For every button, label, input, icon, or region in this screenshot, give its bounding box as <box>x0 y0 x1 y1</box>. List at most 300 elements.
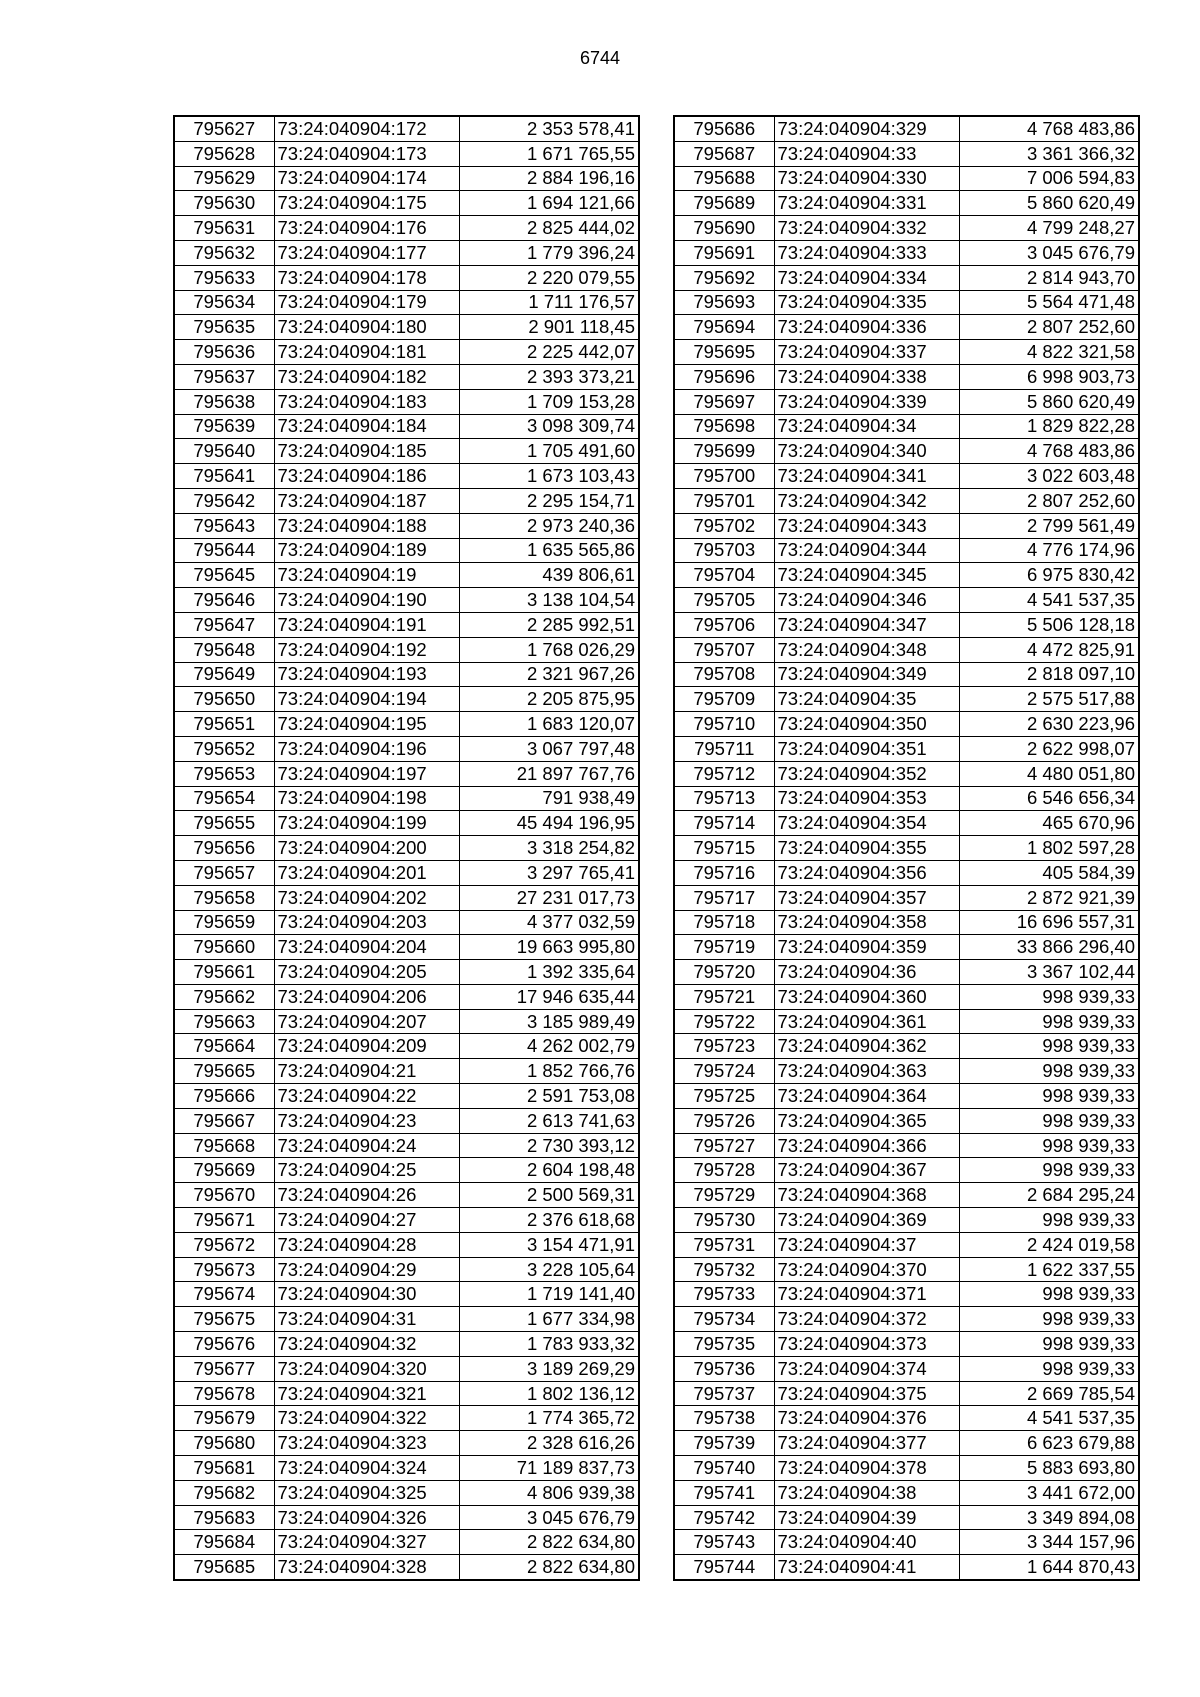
record-number-cell: 795741 <box>674 1480 774 1505</box>
cadastral-number-cell: 73:24:040904:37 <box>774 1232 959 1257</box>
value-cell: 465 670,96 <box>959 811 1139 836</box>
cadastral-number-cell: 73:24:040904:193 <box>274 662 459 687</box>
cadastral-number-cell: 73:24:040904:172 <box>274 116 459 141</box>
record-number-cell: 795644 <box>174 538 274 563</box>
value-cell: 2 205 875,95 <box>459 687 639 712</box>
value-cell: 3 318 254,82 <box>459 836 639 861</box>
cadastral-number-cell: 73:24:040904:349 <box>774 662 959 687</box>
table-row <box>174 1505 639 1530</box>
value-cell: 1 644 870,43 <box>959 1555 1139 1580</box>
value-cell: 2 807 252,60 <box>959 315 1139 340</box>
value-cell: 2 591 753,08 <box>459 1084 639 1109</box>
value-cell: 2 684 295,24 <box>959 1183 1139 1208</box>
cadastral-number-cell: 73:24:040904:196 <box>274 736 459 761</box>
value-cell: 998 939,33 <box>959 1108 1139 1133</box>
table-row <box>174 736 639 761</box>
value-cell: 1 779 396,24 <box>459 240 639 265</box>
table-row <box>174 340 639 365</box>
record-number-cell: 795706 <box>674 612 774 637</box>
table-row <box>674 166 1139 191</box>
record-number-cell: 795647 <box>174 612 274 637</box>
record-number-cell: 795716 <box>674 860 774 885</box>
value-cell: 2 376 618,68 <box>459 1208 639 1233</box>
record-number-cell: 795663 <box>174 1009 274 1034</box>
value-cell: 2 669 785,54 <box>959 1381 1139 1406</box>
table-row <box>674 513 1139 538</box>
value-cell: 2 285 992,51 <box>459 612 639 637</box>
table-row <box>174 1332 639 1357</box>
cadastral-number-cell: 73:24:040904:34 <box>774 414 959 439</box>
record-number-cell: 795711 <box>674 736 774 761</box>
record-number-cell: 795648 <box>174 637 274 662</box>
cadastral-number-cell: 73:24:040904:375 <box>774 1381 959 1406</box>
table-row <box>174 414 639 439</box>
table-row <box>674 464 1139 489</box>
table-row <box>174 116 639 141</box>
table-row <box>174 439 639 464</box>
value-cell: 998 939,33 <box>959 1158 1139 1183</box>
value-cell: 998 939,33 <box>959 984 1139 1009</box>
table-row <box>674 1108 1139 1133</box>
record-number-cell: 795630 <box>174 191 274 216</box>
value-cell: 4 776 174,96 <box>959 538 1139 563</box>
record-number-cell: 795737 <box>674 1381 774 1406</box>
cadastral-number-cell: 73:24:040904:194 <box>274 687 459 712</box>
cadastral-number-cell: 73:24:040904:178 <box>274 265 459 290</box>
record-number-cell: 795693 <box>674 290 774 315</box>
table-row <box>674 637 1139 662</box>
cadastral-number-cell: 73:24:040904:355 <box>774 836 959 861</box>
value-cell: 1 783 933,32 <box>459 1332 639 1357</box>
table-row <box>174 588 639 613</box>
table-row <box>674 935 1139 960</box>
cadastral-number-cell: 73:24:040904:25 <box>274 1158 459 1183</box>
value-cell: 3 045 676,79 <box>459 1505 639 1530</box>
cadastral-number-cell: 73:24:040904:334 <box>774 265 959 290</box>
cadastral-number-cell: 73:24:040904:31 <box>274 1307 459 1332</box>
record-number-cell: 795664 <box>174 1034 274 1059</box>
cadastral-number-cell: 73:24:040904:24 <box>274 1133 459 1158</box>
value-cell: 4 480 051,80 <box>959 761 1139 786</box>
cadastral-number-cell: 73:24:040904:40 <box>774 1530 959 1555</box>
value-cell: 2 872 921,39 <box>959 885 1139 910</box>
cadastral-number-cell: 73:24:040904:378 <box>774 1456 959 1481</box>
cadastral-number-cell: 73:24:040904:182 <box>274 364 459 389</box>
value-cell: 3 367 102,44 <box>959 960 1139 985</box>
value-cell: 2 604 198,48 <box>459 1158 639 1183</box>
value-cell: 2 220 079,55 <box>459 265 639 290</box>
table-row <box>174 712 639 737</box>
value-cell: 998 939,33 <box>959 1084 1139 1109</box>
value-cell: 1 829 822,28 <box>959 414 1139 439</box>
value-cell: 1 673 103,43 <box>459 464 639 489</box>
cadastral-number-cell: 73:24:040904:354 <box>774 811 959 836</box>
table-row <box>174 488 639 513</box>
cadastral-number-cell: 73:24:040904:362 <box>774 1034 959 1059</box>
value-cell: 3 189 269,29 <box>459 1356 639 1381</box>
cadastral-number-cell: 73:24:040904:332 <box>774 216 959 241</box>
value-cell: 998 939,33 <box>959 1034 1139 1059</box>
table-row <box>674 1332 1139 1357</box>
table-row <box>174 166 639 191</box>
value-cell: 1 694 121,66 <box>459 191 639 216</box>
table-row <box>674 116 1139 141</box>
record-number-cell: 795692 <box>674 265 774 290</box>
table-row <box>674 216 1139 241</box>
record-number-cell: 795638 <box>174 389 274 414</box>
record-number-cell: 795730 <box>674 1208 774 1233</box>
cadastral-number-cell: 73:24:040904:188 <box>274 513 459 538</box>
value-cell: 6 546 656,34 <box>959 786 1139 811</box>
value-cell: 1 852 766,76 <box>459 1059 639 1084</box>
cadastral-number-cell: 73:24:040904:29 <box>274 1257 459 1282</box>
value-cell: 5 564 471,48 <box>959 290 1139 315</box>
cadastral-number-cell: 73:24:040904:202 <box>274 885 459 910</box>
table-row <box>674 1456 1139 1481</box>
value-cell: 5 883 693,80 <box>959 1456 1139 1481</box>
table-row <box>174 935 639 960</box>
value-cell: 6 998 903,73 <box>959 364 1139 389</box>
table-row <box>174 513 639 538</box>
record-number-cell: 795744 <box>674 1555 774 1580</box>
record-number-cell: 795740 <box>674 1456 774 1481</box>
table-row <box>674 984 1139 1009</box>
table-row <box>174 538 639 563</box>
cadastral-number-cell: 73:24:040904:356 <box>774 860 959 885</box>
value-cell: 2 973 240,36 <box>459 513 639 538</box>
cadastral-number-cell: 73:24:040904:189 <box>274 538 459 563</box>
value-cell: 2 622 998,07 <box>959 736 1139 761</box>
value-cell: 3 138 104,54 <box>459 588 639 613</box>
table-row <box>174 687 639 712</box>
table-row <box>674 1406 1139 1431</box>
cadastral-number-cell: 73:24:040904:203 <box>274 910 459 935</box>
record-number-cell: 795650 <box>174 687 274 712</box>
table-row <box>174 1480 639 1505</box>
table-row <box>174 1406 639 1431</box>
cadastral-number-cell: 73:24:040904:341 <box>774 464 959 489</box>
record-number-cell: 795708 <box>674 662 774 687</box>
value-cell: 17 946 635,44 <box>459 984 639 1009</box>
cadastral-number-cell: 73:24:040904:371 <box>774 1282 959 1307</box>
record-number-cell: 795732 <box>674 1257 774 1282</box>
table-row <box>674 1530 1139 1555</box>
table-row <box>174 662 639 687</box>
record-number-cell: 795652 <box>174 736 274 761</box>
table-row <box>674 736 1139 761</box>
table-row <box>674 191 1139 216</box>
cadastral-number-cell: 73:24:040904:365 <box>774 1108 959 1133</box>
cadastral-number-cell: 73:24:040904:359 <box>774 935 959 960</box>
value-cell: 998 939,33 <box>959 1009 1139 1034</box>
cadastral-number-cell: 73:24:040904:190 <box>274 588 459 613</box>
table-row <box>674 761 1139 786</box>
table-row <box>674 910 1139 935</box>
cadastral-number-cell: 73:24:040904:207 <box>274 1009 459 1034</box>
table-row <box>174 761 639 786</box>
cadastral-number-cell: 73:24:040904:347 <box>774 612 959 637</box>
table-row <box>674 1307 1139 1332</box>
record-number-cell: 795743 <box>674 1530 774 1555</box>
record-number-cell: 795674 <box>174 1282 274 1307</box>
record-number-cell: 795629 <box>174 166 274 191</box>
table-row <box>174 811 639 836</box>
record-number-cell: 795734 <box>674 1307 774 1332</box>
cadastral-number-cell: 73:24:040904:21 <box>274 1059 459 1084</box>
table-row <box>174 612 639 637</box>
value-cell: 2 393 373,21 <box>459 364 639 389</box>
record-number-cell: 795735 <box>674 1332 774 1357</box>
cadastral-number-cell: 73:24:040904:363 <box>774 1059 959 1084</box>
record-number-cell: 795688 <box>674 166 774 191</box>
cadastral-number-cell: 73:24:040904:343 <box>774 513 959 538</box>
value-cell: 1 768 026,29 <box>459 637 639 662</box>
value-cell: 6 623 679,88 <box>959 1431 1139 1456</box>
cadastral-number-cell: 73:24:040904:22 <box>274 1084 459 1109</box>
cadastral-number-cell: 73:24:040904:36 <box>774 960 959 985</box>
record-number-cell: 795640 <box>174 439 274 464</box>
value-cell: 2 225 442,07 <box>459 340 639 365</box>
table-row <box>674 488 1139 513</box>
record-number-cell: 795681 <box>174 1456 274 1481</box>
record-number-cell: 795665 <box>174 1059 274 1084</box>
value-cell: 2 884 196,16 <box>459 166 639 191</box>
table-row <box>174 389 639 414</box>
table-row <box>674 588 1139 613</box>
value-cell: 1 711 176,57 <box>459 290 639 315</box>
record-number-cell: 795697 <box>674 389 774 414</box>
cadastral-number-cell: 73:24:040904:327 <box>274 1530 459 1555</box>
record-number-cell: 795633 <box>174 265 274 290</box>
record-number-cell: 795662 <box>174 984 274 1009</box>
value-cell: 2 613 741,63 <box>459 1108 639 1133</box>
table-row <box>174 637 639 662</box>
value-cell: 998 939,33 <box>959 1332 1139 1357</box>
cadastral-number-cell: 73:24:040904:339 <box>774 389 959 414</box>
table-row <box>174 315 639 340</box>
value-cell: 439 806,61 <box>459 563 639 588</box>
record-number-cell: 795731 <box>674 1232 774 1257</box>
value-cell: 1 671 765,55 <box>459 141 639 166</box>
record-number-cell: 795659 <box>174 910 274 935</box>
table-row <box>674 712 1139 737</box>
value-cell: 71 189 837,73 <box>459 1456 639 1481</box>
value-cell: 4 822 321,58 <box>959 340 1139 365</box>
table-row <box>174 464 639 489</box>
cadastral-number-cell: 73:24:040904:201 <box>274 860 459 885</box>
value-cell: 2 807 252,60 <box>959 488 1139 513</box>
table-row <box>174 1009 639 1034</box>
record-number-cell: 795699 <box>674 439 774 464</box>
record-number-cell: 795684 <box>174 1530 274 1555</box>
table-row <box>174 1183 639 1208</box>
record-number-cell: 795698 <box>674 414 774 439</box>
cadastral-number-cell: 73:24:040904:331 <box>774 191 959 216</box>
value-cell: 1 802 597,28 <box>959 836 1139 861</box>
cadastral-number-cell: 73:24:040904:204 <box>274 935 459 960</box>
value-cell: 2 818 097,10 <box>959 662 1139 687</box>
cadastral-number-cell: 73:24:040904:27 <box>274 1208 459 1233</box>
value-cell: 1 802 136,12 <box>459 1381 639 1406</box>
value-cell: 998 939,33 <box>959 1282 1139 1307</box>
record-number-cell: 795628 <box>174 141 274 166</box>
cadastral-number-cell: 73:24:040904:351 <box>774 736 959 761</box>
record-number-cell: 795627 <box>174 116 274 141</box>
value-cell: 1 677 334,98 <box>459 1307 639 1332</box>
value-cell: 27 231 017,73 <box>459 885 639 910</box>
cadastral-number-cell: 73:24:040904:366 <box>774 1133 959 1158</box>
cadastral-number-cell: 73:24:040904:326 <box>274 1505 459 1530</box>
table-row <box>674 141 1139 166</box>
cadastral-number-cell: 73:24:040904:195 <box>274 712 459 737</box>
record-number-cell: 795686 <box>674 116 774 141</box>
cadastral-number-cell: 73:24:040904:377 <box>774 1431 959 1456</box>
record-number-cell: 795632 <box>174 240 274 265</box>
cadastral-number-cell: 73:24:040904:200 <box>274 836 459 861</box>
value-cell: 3 154 471,91 <box>459 1232 639 1257</box>
record-number-cell: 795658 <box>174 885 274 910</box>
table-row <box>674 1208 1139 1233</box>
cadastral-number-cell: 73:24:040904:329 <box>774 116 959 141</box>
cadastral-number-cell: 73:24:040904:333 <box>774 240 959 265</box>
record-number-cell: 795656 <box>174 836 274 861</box>
cadastral-number-cell: 73:24:040904:350 <box>774 712 959 737</box>
cadastral-number-cell: 73:24:040904:337 <box>774 340 959 365</box>
record-number-cell: 795678 <box>174 1381 274 1406</box>
table-row <box>674 265 1139 290</box>
cadastral-number-cell: 73:24:040904:368 <box>774 1183 959 1208</box>
cadastral-number-cell: 73:24:040904:30 <box>274 1282 459 1307</box>
value-cell: 2 295 154,71 <box>459 488 639 513</box>
value-cell: 3 185 989,49 <box>459 1009 639 1034</box>
value-cell: 4 472 825,91 <box>959 637 1139 662</box>
cadastral-number-cell: 73:24:040904:325 <box>274 1480 459 1505</box>
cadastral-number-cell: 73:24:040904:360 <box>774 984 959 1009</box>
table-row <box>674 1183 1139 1208</box>
table-row <box>174 1108 639 1133</box>
record-number-cell: 795672 <box>174 1232 274 1257</box>
table-row <box>174 1084 639 1109</box>
value-cell: 1 774 365,72 <box>459 1406 639 1431</box>
record-number-cell: 795721 <box>674 984 774 1009</box>
cadastral-number-cell: 73:24:040904:340 <box>774 439 959 464</box>
value-cell: 4 768 483,86 <box>959 439 1139 464</box>
cadastral-number-cell: 73:24:040904:367 <box>774 1158 959 1183</box>
record-number-cell: 795677 <box>174 1356 274 1381</box>
value-cell: 21 897 767,76 <box>459 761 639 786</box>
table-row <box>674 885 1139 910</box>
record-number-cell: 795702 <box>674 513 774 538</box>
table-row <box>674 1009 1139 1034</box>
table-row <box>174 910 639 935</box>
value-cell: 998 939,33 <box>959 1356 1139 1381</box>
value-cell: 33 866 296,40 <box>959 935 1139 960</box>
table-row <box>174 1059 639 1084</box>
cadastral-number-cell: 73:24:040904:28 <box>274 1232 459 1257</box>
table-row <box>674 414 1139 439</box>
record-number-cell: 795691 <box>674 240 774 265</box>
value-cell: 2 328 616,26 <box>459 1431 639 1456</box>
cadastral-number-cell: 73:24:040904:358 <box>774 910 959 935</box>
cadastral-number-cell: 73:24:040904:357 <box>774 885 959 910</box>
value-cell: 2 353 578,41 <box>459 116 639 141</box>
record-number-cell: 795729 <box>674 1183 774 1208</box>
table-row <box>674 1282 1139 1307</box>
table-row <box>674 786 1139 811</box>
value-cell: 3 349 894,08 <box>959 1505 1139 1530</box>
value-cell: 4 768 483,86 <box>959 116 1139 141</box>
cadastral-number-cell: 73:24:040904:41 <box>774 1555 959 1580</box>
record-number-cell: 795700 <box>674 464 774 489</box>
cadastral-number-cell: 73:24:040904:39 <box>774 1505 959 1530</box>
record-number-cell: 795651 <box>174 712 274 737</box>
table-row <box>174 836 639 861</box>
table-row <box>674 1381 1139 1406</box>
value-cell: 998 939,33 <box>959 1059 1139 1084</box>
record-number-cell: 795710 <box>674 712 774 737</box>
cadastral-number-cell: 73:24:040904:323 <box>274 1431 459 1456</box>
table-row <box>674 315 1139 340</box>
cadastral-number-cell: 73:24:040904:187 <box>274 488 459 513</box>
table-row <box>174 1381 639 1406</box>
cadastral-number-cell: 73:24:040904:185 <box>274 439 459 464</box>
cadastral-number-cell: 73:24:040904:322 <box>274 1406 459 1431</box>
value-cell: 2 814 943,70 <box>959 265 1139 290</box>
value-cell: 405 584,39 <box>959 860 1139 885</box>
table-row <box>174 960 639 985</box>
value-cell: 3 361 366,32 <box>959 141 1139 166</box>
record-number-cell: 795726 <box>674 1108 774 1133</box>
value-cell: 3 297 765,41 <box>459 860 639 885</box>
value-cell: 7 006 594,83 <box>959 166 1139 191</box>
value-cell: 2 822 634,80 <box>459 1530 639 1555</box>
table-row <box>674 1034 1139 1059</box>
record-number-cell: 795703 <box>674 538 774 563</box>
table-row <box>674 1431 1139 1456</box>
value-cell: 5 860 620,49 <box>959 389 1139 414</box>
value-cell: 2 799 561,49 <box>959 513 1139 538</box>
table-row <box>674 860 1139 885</box>
cadastral-number-cell: 73:24:040904:174 <box>274 166 459 191</box>
table-row <box>174 1257 639 1282</box>
record-number-cell: 795641 <box>174 464 274 489</box>
record-number-cell: 795636 <box>174 340 274 365</box>
table-row <box>674 1257 1139 1282</box>
value-cell: 998 939,33 <box>959 1307 1139 1332</box>
table-row <box>174 141 639 166</box>
record-number-cell: 795670 <box>174 1183 274 1208</box>
table-row <box>174 216 639 241</box>
cadastral-number-cell: 73:24:040904:179 <box>274 290 459 315</box>
cadastral-number-cell: 73:24:040904:369 <box>774 1208 959 1233</box>
value-cell: 2 321 967,26 <box>459 662 639 687</box>
table-row <box>674 340 1139 365</box>
record-number-cell: 795687 <box>674 141 774 166</box>
value-cell: 1 622 337,55 <box>959 1257 1139 1282</box>
value-cell: 4 377 032,59 <box>459 910 639 935</box>
record-number-cell: 795669 <box>174 1158 274 1183</box>
value-cell: 3 344 157,96 <box>959 1530 1139 1555</box>
record-number-cell: 795709 <box>674 687 774 712</box>
table-row <box>174 1431 639 1456</box>
record-number-cell: 795694 <box>674 315 774 340</box>
table-row <box>674 662 1139 687</box>
table-row <box>174 1158 639 1183</box>
table-row <box>174 885 639 910</box>
table-row <box>674 836 1139 861</box>
page-number: 6744 <box>579 48 621 68</box>
cadastral-number-cell: 73:24:040904:370 <box>774 1257 959 1282</box>
